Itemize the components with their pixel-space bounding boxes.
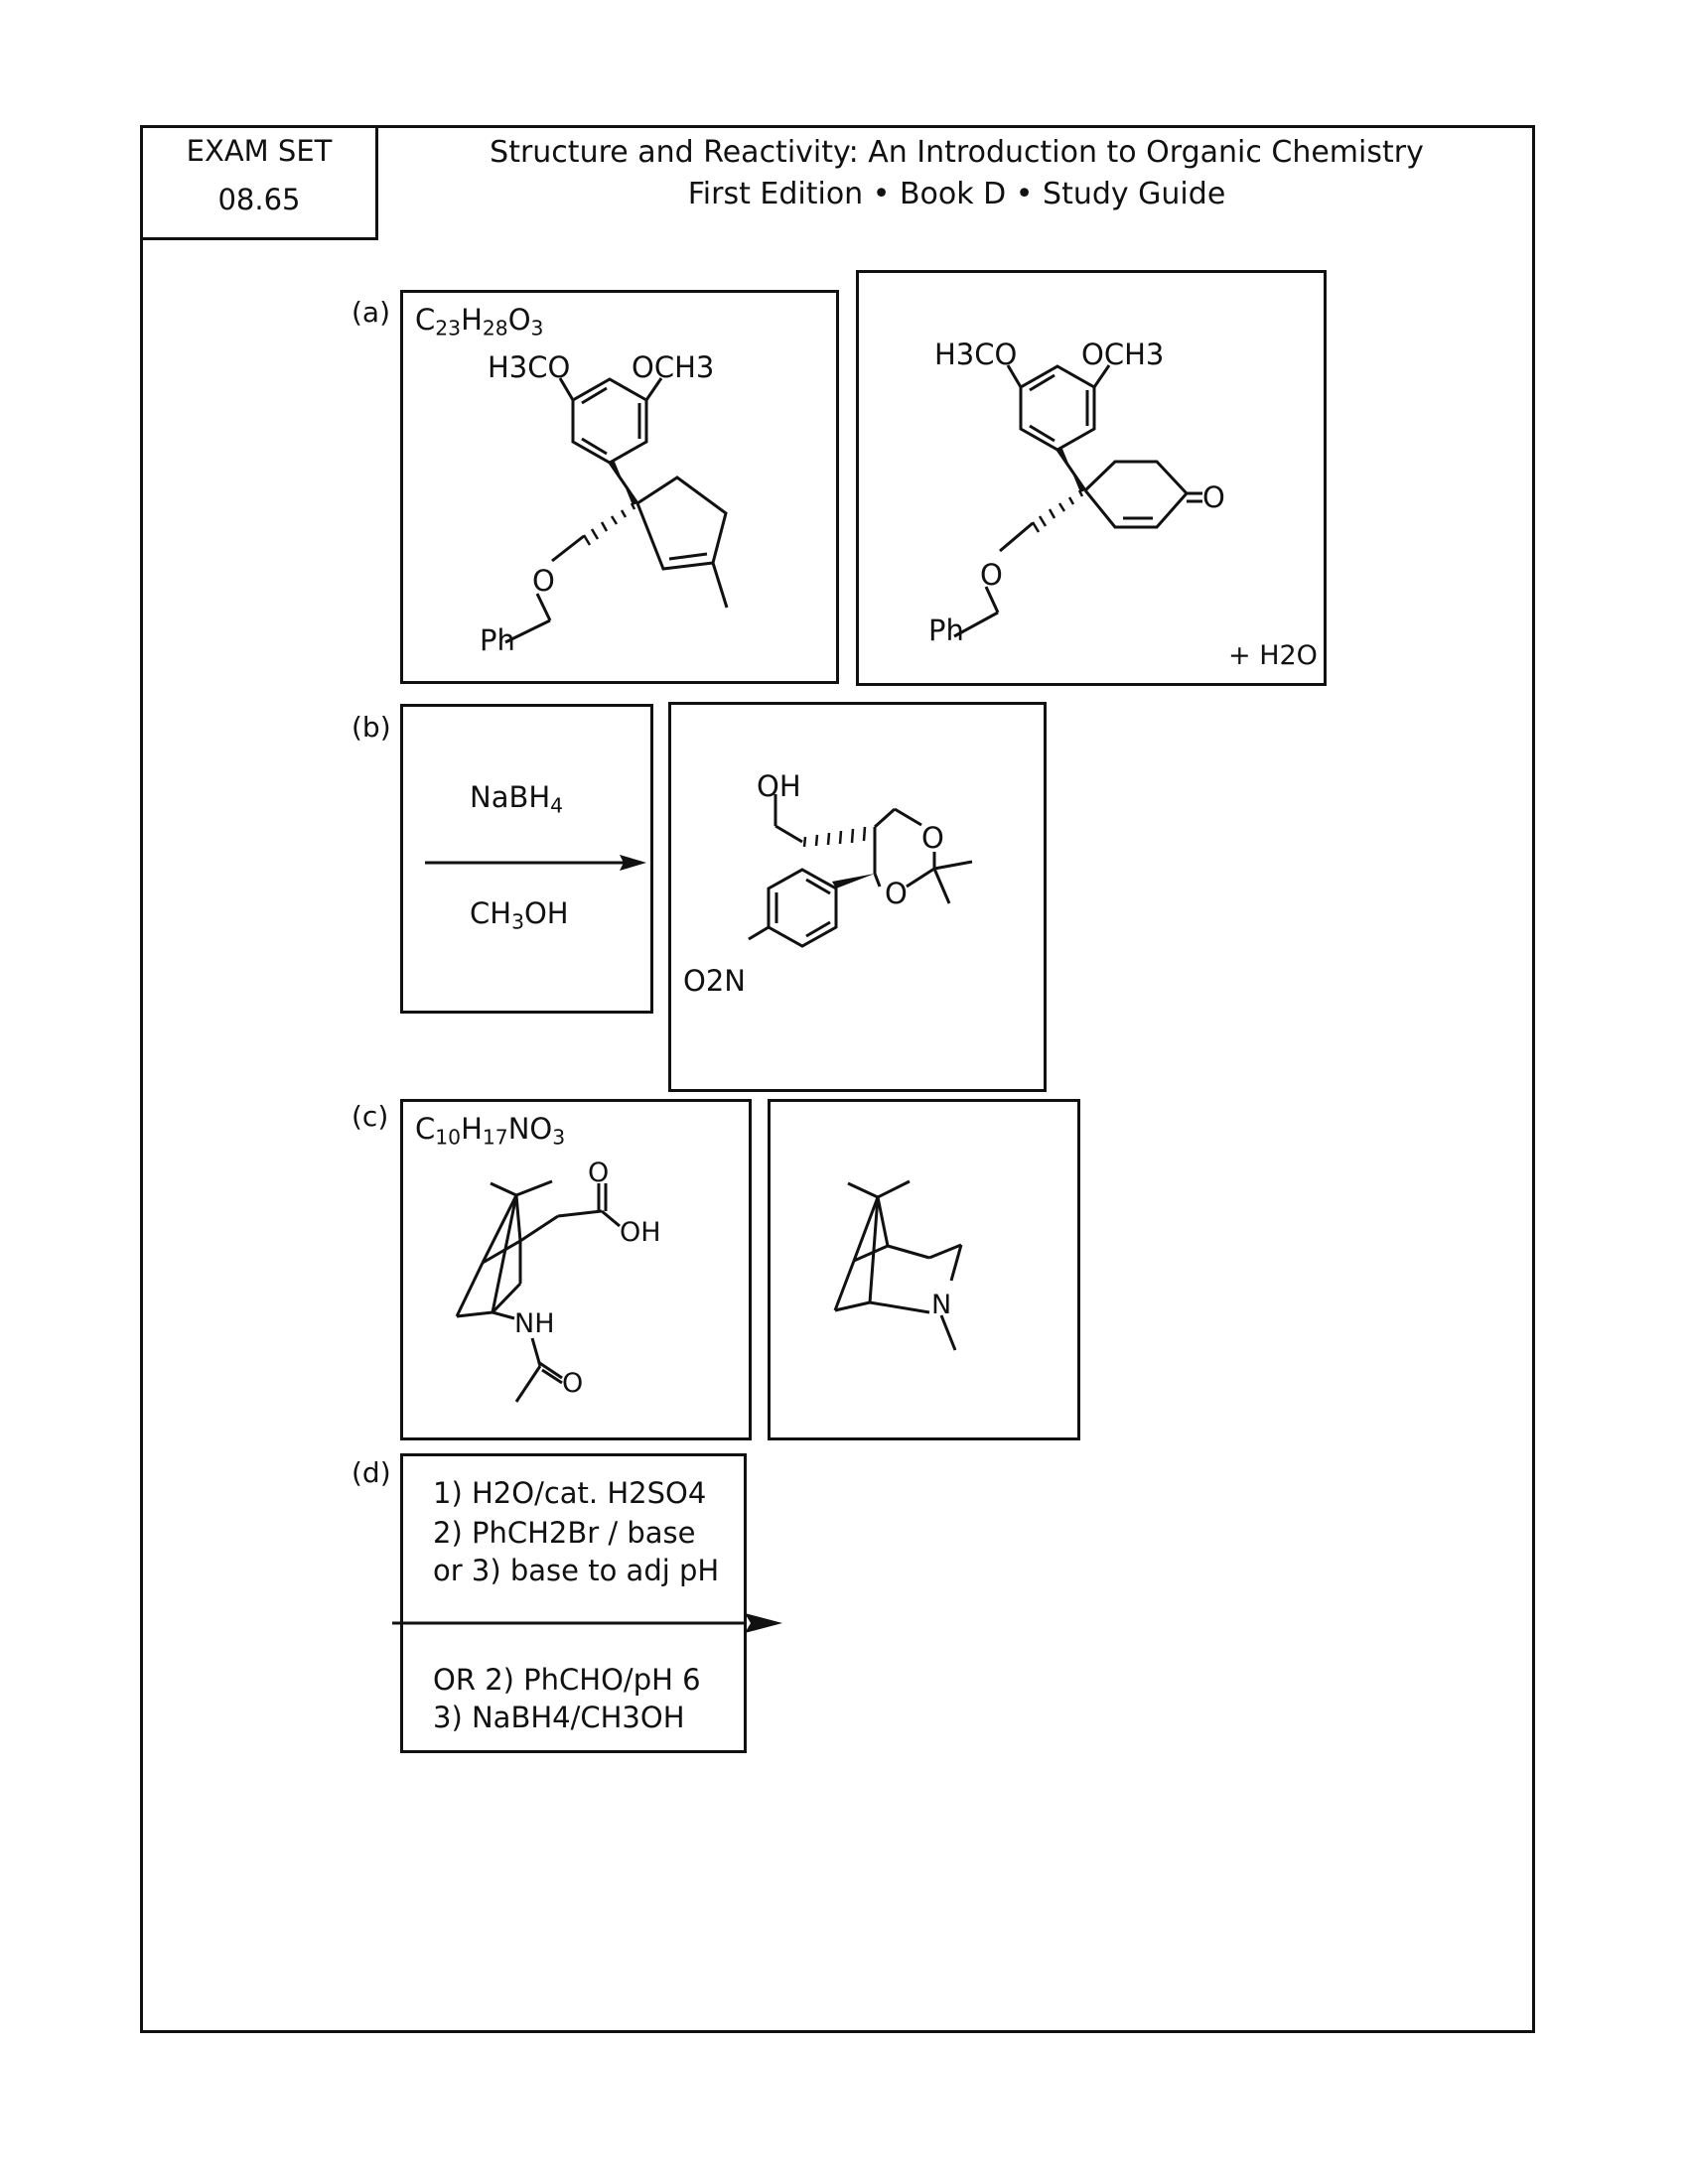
part-b-hydroxyl: OH <box>757 769 801 803</box>
part-b-reagent-box <box>400 704 653 1014</box>
part-a-product-structure <box>859 273 1330 689</box>
part-d-alt-step3: 3) NaBH4/CH3OH <box>433 1701 685 1734</box>
part-c-amide-o: O <box>562 1368 584 1399</box>
part-b-nitro: O2N <box>683 964 746 998</box>
part-c-product-nitrogen: N <box>931 1290 952 1320</box>
part-b-dioxane-o1: O <box>921 821 944 855</box>
part-c-hydroxyl: OH <box>620 1217 661 1248</box>
part-c-start-box <box>400 1099 752 1440</box>
part-a-product-phenyl: Ph <box>928 614 964 647</box>
part-a-methoxy-left: H3CO <box>488 350 571 384</box>
part-a-start-box <box>400 290 839 684</box>
part-d-arrow <box>387 1608 784 1638</box>
part-c-product-box <box>768 1099 1080 1440</box>
part-a-product-ether-o: O <box>980 558 1003 592</box>
part-b-product-box <box>668 702 1047 1092</box>
exam-set-number: 08.65 <box>217 183 301 217</box>
part-a-product-methoxy-left: H3CO <box>934 338 1018 371</box>
part-a-methoxy-right: OCH3 <box>632 350 715 384</box>
part-d-reagent-box <box>400 1453 747 1753</box>
part-d-step1: 1) H2O/cat. H2SO4 <box>433 1476 707 1510</box>
part-d-step2: 2) PhCH2Br / base <box>433 1516 696 1550</box>
part-a-formula: $C_{23}H_{28}O_3$ <box>415 303 544 341</box>
part-c-formula: $C_{10}H_{17}NO_3$ <box>415 1112 566 1150</box>
exam-set-label: EXAM SET <box>186 134 333 168</box>
part-a-phenyl: Ph <box>480 623 515 657</box>
part-c-product-structure <box>771 1102 1083 1443</box>
part-b-product-structure <box>671 705 1050 1095</box>
book-subtitle: First Edition • Book D • Study Guide <box>687 177 1226 211</box>
part-a-ether-o: O <box>532 564 555 598</box>
part-a-product-ketone-o: O <box>1202 480 1225 514</box>
part-c-start-structure <box>403 1102 755 1443</box>
book-title: Structure and Reactivity: An Introduction to Organic Chemistry <box>490 135 1424 170</box>
part-a-start-structure <box>403 293 842 687</box>
part-a-label: (a) <box>352 296 391 329</box>
part-b-dioxane-o2: O <box>885 877 908 910</box>
part-b-label: (b) <box>352 711 391 744</box>
part-a-byproduct: + H2O <box>1228 640 1318 671</box>
part-b-arrow <box>403 707 656 1017</box>
part-c-label: (c) <box>352 1100 389 1133</box>
part-d-label: (d) <box>352 1456 391 1489</box>
part-c-amide-nh: NH <box>514 1308 555 1339</box>
page-header <box>378 132 1535 215</box>
part-d-alt-step2: OR 2) PhCHO/pH 6 <box>433 1663 701 1697</box>
part-a-product-methoxy-right: OCH3 <box>1081 338 1165 371</box>
exam-set-box <box>140 125 378 240</box>
part-b-reagent-top: NaBH$_4$ <box>470 780 564 818</box>
part-a-product-box <box>856 270 1327 686</box>
part-b-reagent-bottom: $CH_3OH$ <box>470 896 569 934</box>
part-d-step3: or 3) base to adj pH <box>433 1554 720 1587</box>
part-c-carbonyl-o: O <box>588 1158 610 1188</box>
